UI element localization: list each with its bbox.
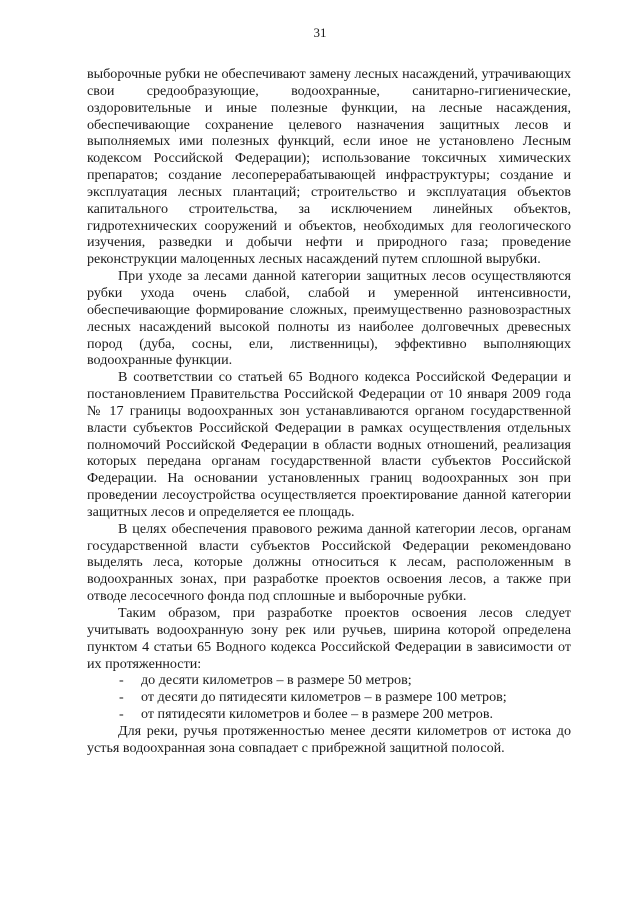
list-marker: -: [119, 672, 124, 689]
document-body: [87, 66, 571, 757]
paragraph-thinning-cuts: При уходе за лесами данной категории защитных лесов осуществляются рубки ухода очень слабой, слабой и умеренной интенсивности, обеспечивающие формирование сложных, преимущественно разновозрастных лесных насаждений высокой полноты из наиболее долговечных древесных пород (дуба, сосны, ели, лиственницы), эффективно выполняющих водоохранные функции.: [87, 268, 571, 369]
paragraph-continuation: выборочные рубки не обеспечивают замену лесных насаждений, утрачивающих свои средообразующие, водоохранные, санитарно-гигиенические, оздоровительные и иные полезные функции, на лесные насаждения, обеспечивающие сохранение целевого назначения защитных лесов и выполняемых ими полезных функций, если иное не установлено Лесным кодексом Российской Федерации); использование токсичных химических препаратов; создание лесоперерабатывающей инфраструктуры; создание и эксплуатация лесных плантаций; строительство и эксплуатация объектов капитального строительства, за исключением линейных объектов, гидротехнических сооружений и объектов, необходимых для геологического изучения, разведки и добычи нефти и природного газа; проведение реконструкции малоценных лесных насаждений путем сплошной вырубки.: [87, 66, 571, 268]
paragraph-small-rivers: Для реки, ручья протяженностью менее десяти километров от истока до устья водоохранная зона совпадает с прибрежной защитной полосой.: [87, 722, 571, 756]
list-item: [87, 706, 571, 723]
paragraph-water-code: В соответствии со статьей 65 Водного кодекса Российской Федерации и постановлением Правительства Российской Федерации от 10 января 2009 года № 17 границы водоохранных зон устанавливаются органом государственной власти субъектов Российской Федерации в рамках осуществления отдельных полномочий Российской Федерации в области водных отношений, реализация которых передана органам государственной власти субъектов Российской Федерации. На основании установленных границ водоохранных зон при проведении лесоустройства осуществляется проектирование данной категории защитных лесов и определяется ее площадь.: [87, 369, 571, 520]
list-item-text: от десяти до пятидесяти километров – в размере 100 метров;: [141, 689, 507, 706]
page-number: 31: [313, 25, 327, 40]
list-marker: -: [119, 689, 124, 706]
list-item: [87, 672, 571, 689]
list-item-text: до десяти километров – в размере 50 метров;: [141, 672, 412, 689]
list-marker: -: [119, 706, 124, 723]
zone-width-list: [87, 672, 571, 723]
list-item-text: от пятидесяти километров и более – в размере 200 метров.: [141, 706, 494, 723]
paragraph-protection-zone: Таким образом, при разработке проектов освоения лесов следует учитывать водоохранную зону рек или ручьев, ширина которой определена пунктом 4 статьи 65 Водного кодекса Российской Федерации в зависимости от их протяженности:: [87, 605, 571, 672]
list-item: [87, 689, 571, 706]
paragraph-legal-regime: В целях обеспечения правового режима данной категории лесов, органам государственной власти субъектов Российской Федерации рекомендовано выделять леса, которые должны относиться к лесам, расположенным в водоохранных зонах, при разработке проектов освоения лесов, а также при отводе лесосечного фонда под сплошные и выборочные рубки.: [87, 520, 571, 605]
